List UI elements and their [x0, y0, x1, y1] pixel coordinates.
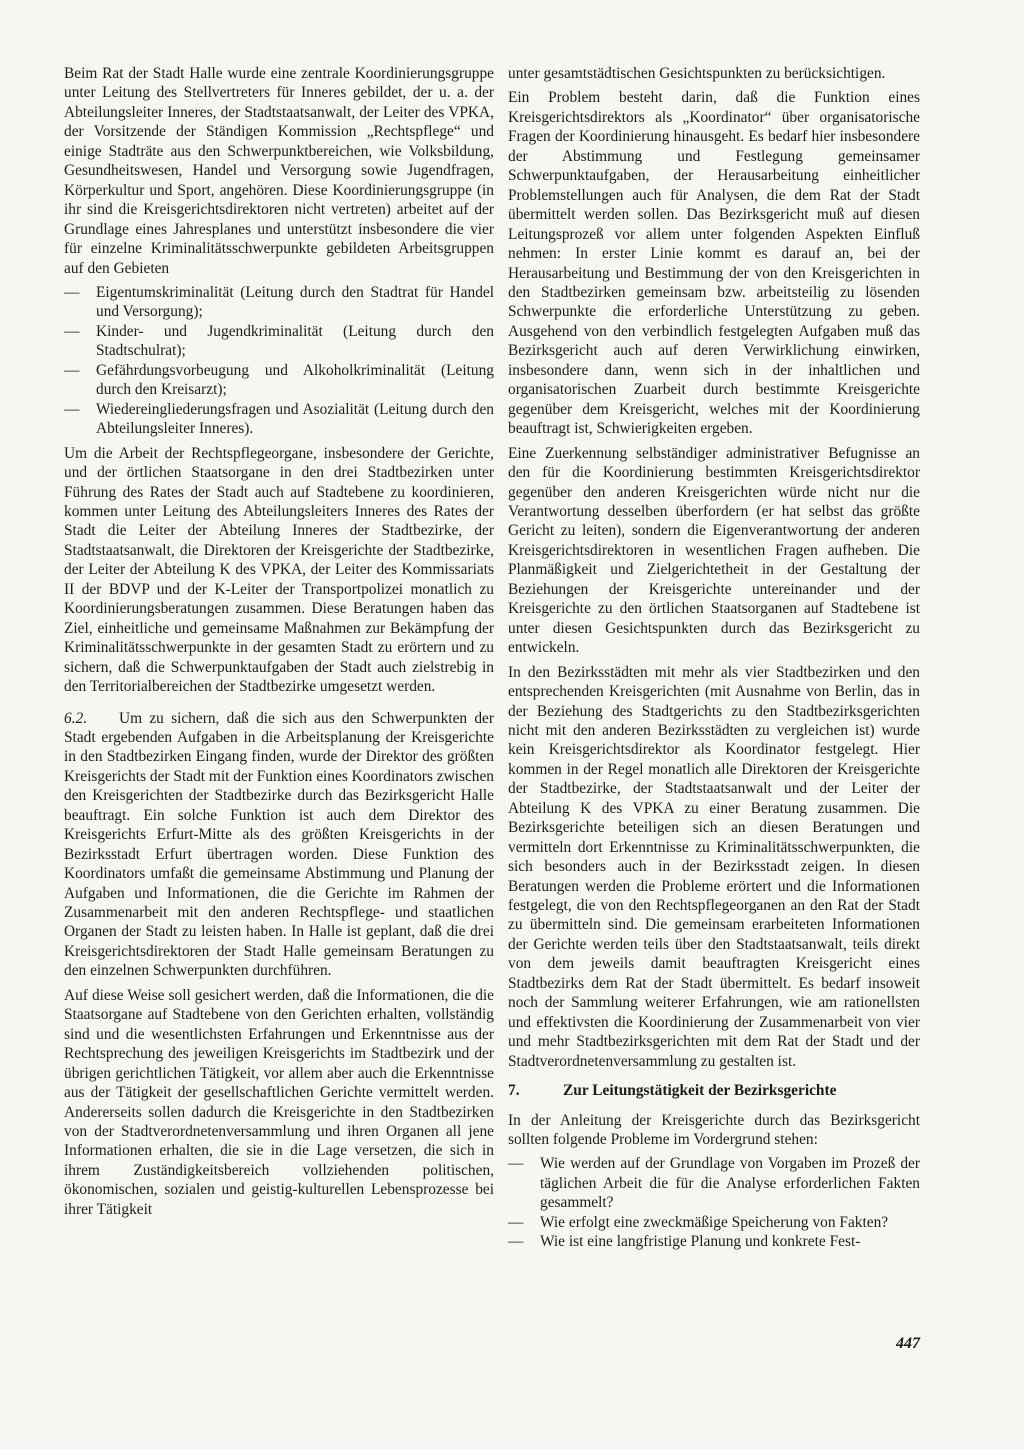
- paragraph: Auf diese Weise soll gesichert werden, daß die Informationen, die die Staatsorgane auf Stadtebene von den Gerichten erhalten, vollständig sind und die wesentlichsten Erfahrungen und Erkenntnisse aus der Rechtsprechung des jeweiligen Kreisgerichts im Stadtbezirk und der übrigen gerichtlichen Tätigkeit, vor allem aber auch die Erkenntnisse aus der Tätigkeit der gesellschaftlichen Gerichte vermittelt werden. Andererseits sollen dadurch die Kreisgerichte in den Stadtbezirken von der Stadtverordnetenversammlung und ihren Organen all jene Informationen erhalten, die sie in die Lage versetzen, die sich in ihrem Zuständigkeitsbereich vollziehenden politischen, ökonomischen, sozialen und geistig-kulturellen Lebensprozesse bei ihrer Tätigkeit: [64, 986, 494, 1218]
- page-number: 447: [896, 1335, 920, 1352]
- list-item: — Gefährdungsvorbeugung und Alkoholkriminalität (Leitung durch den Kreisarzt);: [64, 361, 494, 400]
- paragraph-text: Um zu sichern, daß die sich aus den Schwerpunkten der Stadt ergebenden Aufgaben in die Arbeitsplanung der Kreisgerichte in den Stadtbezirken Eingang finden, wurde der Direktor des größten Kreisgerichts der Stadt mit der Funktion eines Koordinators zwischen den Kreisgerichten der Stadtbezirke durch das Bezirksgericht Halle beauftragt. Ein solche Funktion ist auch dem Direktor des Kreisgerichts Erfurt-Mitte als des größten Kreisgerichts in der Bezirksstadt Erfurt übertragen worden. Diese Funktion des Koordinators umfaßt die gemeinsame Abstimmung und Planung der Aufgaben und Informationen, die die Gerichte im Rahmen der Zusammenarbeit mit den anderen Rechtspflege- und staatlichen Organen der Stadt zu leisten haben. In Halle ist geplant, daß die drei Kreisgerichtsdirektoren der Stadt Halle gemeinsam Beratungen zu den einzelnen Schwerpunkten durchführen.: [64, 709, 494, 980]
- paragraph: In den Bezirksstädten mit mehr als vier Stadtbezirken und den entsprechenden Kreisgerichten (mit Ausnahme von Berlin, das in der Beziehung des Stadtgerichts zu den Stadtbezirksgerichten nicht mit den anderen Bezirksstädten zu vergleichen ist) wurde kein Kreisgerichtsdirektor als Koordinator festgelegt. Hier kommen in der Regel monatlich alle Direktoren der Kreisgerichte der Stadtbezirke, der Stadtstaatsanwalt und der Leiter der Abteilung K des VPKA zu einer Beratung zusammen. Die Bezirksgerichte beteiligen sich an diesen Beratungen und vermitteln dort Erkenntnisse zu Kriminalitätsschwerpunkten, die sich besonders auch in der Bezirksstadt zeigen. In diesen Beratungen werden die Probleme erörtert und die Informationen festgelegt, die von den Rechtspflegeorganen an den Rat der Stadt zu übermitteln sind. Die gemeinsam erarbeiteten Informationen der Gerichte werden teils über den Stadtstaatsanwalt, teils direkt von dem jeweils damit beauftragten Kreisgericht eines Stadtbezirks dem Rat der Stadt übermittelt. Es bedarf insoweit noch der Sammlung weiterer Erfahrungen, wie am rationellsten und effektivsten die Koordinierung der Zusammenarbeit von vier und mehr Stadtbezirksgerichten mit dem Rat der Stadt und der Stadtverordnetenversammlung zu gestalten ist.: [508, 663, 920, 1070]
- paragraph: Um die Arbeit der Rechtspflegeorgane, insbesondere der Gerichte, und der örtlichen Staatsorgane in den drei Stadtbezirken unter Führung des Rates der Stadt auch auf Stadtebene zu koordinieren, kommen unter Leitung des Abteilungsleiters Inneres des Rates der Stadt die Leiter der Abteilung Inneres der Stadtbezirke, der Stadtstaatsanwalt, die Direktoren der Kreisgerichte der Stadtbezirke, der Leiter der Abteilung K des VPKA, der Leiter des Kommissariats II der BDVP und der K-Leiter der Transportpolizei monatlich zu Koordinierungsberatungen zusammen. Diese Beratungen haben das Ziel, einheitliche und gemeinsame Maßnahmen zur Bekämpfung der Kriminalitätsschwerpunkte in der gesamten Stadt zu erörtern und zu sichern, daß die Schwerpunktaufgaben der Stadt auch zielstrebig in den Territorialbereichen der Stadtbezirke umgesetzt werden.: [64, 444, 494, 696]
- right-column: [508, 64, 920, 1257]
- list-item: — Eigentumskriminalität (Leitung durch den Stadtrat für Handel und Versorgung);: [64, 283, 494, 322]
- section-number: 6.2.: [64, 709, 88, 727]
- dash-list: [64, 283, 494, 439]
- list-item: — Wie werden auf der Grundlage von Vorgaben im Prozeß der täglichen Arbeit die für die Analyse erforderlichen Fakten gesammelt?: [508, 1154, 920, 1212]
- list-item: — Kinder- und Jugendkriminalität (Leitung durch den Stadtschulrat);: [64, 322, 494, 361]
- list-item: — Wiedereingliederungsfragen und Asozialität (Leitung durch den Abteilungsleiter Inneres).: [64, 400, 494, 439]
- heading-number: 7.: [508, 1082, 520, 1100]
- list-item: — Wie ist eine langfristige Planung und konkrete Fest-: [508, 1232, 920, 1251]
- paragraph: In der Anleitung der Kreisgerichte durch das Bezirksgericht sollten folgende Probleme im Vordergrund stehen:: [508, 1111, 920, 1149]
- dash-list: [508, 1154, 920, 1251]
- paragraph: Eine Zuerkennung selbständiger administrativer Befugnisse an den für die Koordinierung bestimmten Kreisgerichtsdirektor gegenüber den anderen Kreisgerichten würde nicht nur die Verantwortung desselben überfordern (er hat selbst das größte Gericht zu leiten), sondern die Eigenverantwortung der anderen Kreisgerichtsdirektoren in wesentlichen Fragen aufheben. Die Planmäßigkeit und Zielgerichtetheit in der Gestaltung der Beziehungen der Kreisgerichte untereinander und der Kreisgerichte zu den örtlichen Staatsorganen auf Stadtebene ist unter diesen Gesichtspunkten durch das Bezirksgericht zu entwickeln.: [508, 444, 920, 657]
- list-item: — Wie erfolgt eine zweckmäßige Speicherung von Fakten?: [508, 1213, 920, 1232]
- paragraph: Beim Rat der Stadt Halle wurde eine zentrale Koordinierungsgruppe unter Leitung des Stellvertreters für Inneres gebildet, der u. a. der Abteilungsleiter Inneres, der Stadtstaatsanwalt, der Leiter des VPKA, der Vorsitzende der Ständigen Kommission „Rechtspflege“ und einige Stadträte aus den Schwerpunktbereichen, wie Volksbildung, Gesundheitswesen, Handel und Versorgung sowie Jugendfragen, Körperkultur und Sport, angehören. Diese Koordinierungsgruppe (in ihr sind die Kreisgerichtsdirektoren nicht vertreten) arbeitet auf der Grundlage eines Jahresplanes und unterstützt insbesondere die vier für einzelne Kriminalitätsschwerpunkte gebildeten Arbeitsgruppen auf den Gebieten: [64, 65, 494, 277]
- section-heading: [508, 1081, 920, 1100]
- paragraph: [64, 709, 494, 981]
- paragraph: unter gesamtstädtischen Gesichtspunkten zu berücksichtigen.: [508, 65, 886, 82]
- left-column: [64, 64, 494, 1224]
- paragraph: Ein Problem besteht darin, daß die Funktion eines Kreisgerichtsdirektors als „Koordinator“ über organisatorische Fragen der Koordinierung hinausgeht. Es bedarf hier insbesondere der Abstimmung und Festlegung gemeinsamer Schwerpunktaufgaben, der Herausarbeitung einheitlicher Problemstellungen auch für Analysen, die dem Rat der Stadt übermittelt werden sollen. Das Bezirksgericht muß auf diesen Leitungsprozeß vor allem unter folgenden Aspekten Einfluß nehmen: In erster Linie kommt es darauf an, bei der Herausarbeitung und Bestimmung der von den Kreisgerichten in den Stadtbezirken gemeinsam bzw. arbeitsteilig zu lösenden Schwerpunkte die erforderliche Unterstützung zu geben. Ausgehend von den verbindlich festgelegten Aufgaben muß das Bezirksgericht auch auf deren Verwirklichung einwirken, insbesondere dann, wenn sich in der inhaltlichen und organisatorischen Zuarbeit durch bestimmte Kreisgerichte gegenüber dem Kreisgericht, welches mit der Koordinierung beauftragt ist, Schwierigkeiten ergeben.: [508, 89, 920, 438]
- heading-text: Zur Leitungstätigkeit der Bezirksgerichte: [563, 1082, 837, 1100]
